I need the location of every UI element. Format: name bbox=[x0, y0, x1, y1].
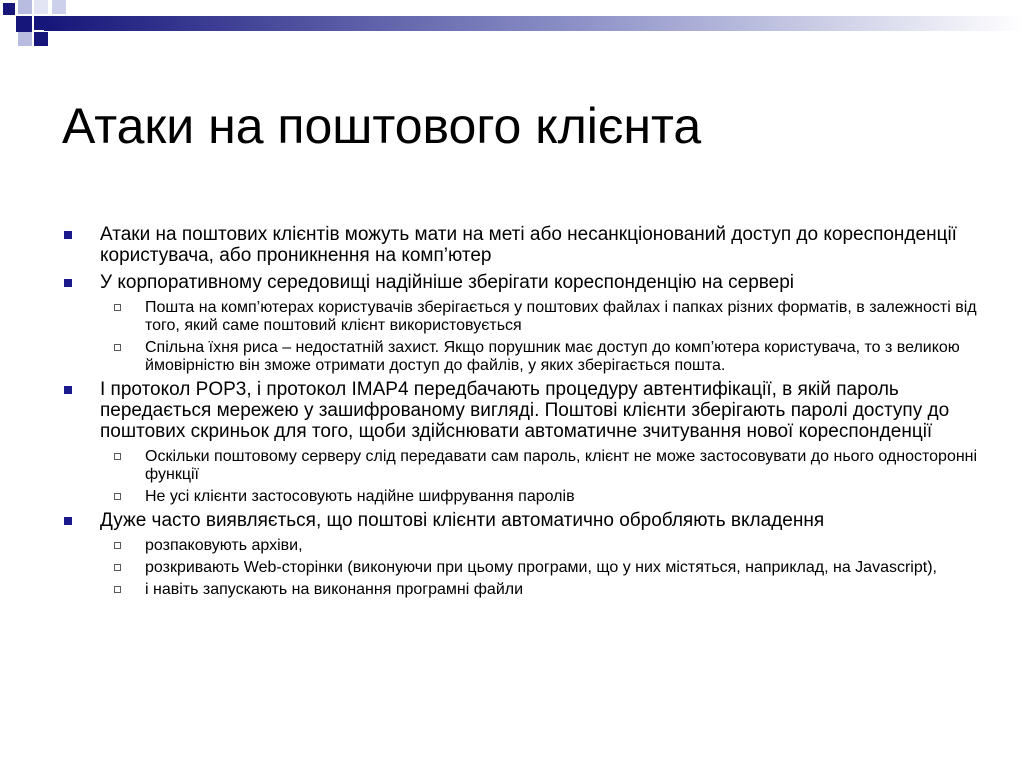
sub-bullet-item bbox=[62, 537, 982, 555]
hollow-square-bullet-icon bbox=[114, 304, 121, 311]
hollow-square-bullet-icon bbox=[114, 586, 121, 593]
sub-bullet-item bbox=[62, 299, 982, 335]
bullet-text: Атаки на поштових клієнтів можуть мати на меті або несанкціонований доступ до кореспонденції користувача, або проникнення на комп’ютер bbox=[100, 224, 957, 266]
bullet-text: У корпоративному середовищі надійніше зберігати кореспонденцію на сервері bbox=[100, 272, 795, 293]
square-bullet-icon bbox=[64, 386, 72, 394]
bullet-item bbox=[62, 272, 982, 293]
square-bullet-icon bbox=[64, 231, 72, 239]
hollow-square-bullet-icon bbox=[114, 453, 121, 460]
bullet-item bbox=[62, 224, 982, 266]
sub-bullet-text: розпаковують архіви, bbox=[145, 537, 303, 554]
bullet-item bbox=[62, 510, 982, 531]
sub-bullet-item bbox=[62, 448, 982, 484]
square-bullet-icon bbox=[64, 279, 72, 287]
slide-title: Атаки на поштового клієнта bbox=[62, 98, 702, 154]
bullet-text: Дуже часто виявляється, що поштові клієнти автоматично обробляють вкладення bbox=[100, 510, 825, 531]
sub-bullet-item bbox=[62, 581, 982, 599]
sub-bullet-text: і навіть запускають на виконання програмні файли bbox=[145, 581, 524, 598]
sub-bullet-text: Не усі клієнти застосовують надійне шифрування паролів bbox=[145, 488, 575, 505]
sub-bullet-text: Пошта на комп’ютерах користувачів зберігається у поштових файлах і папках різних форматів, в залежності від того, який саме поштовий клієнт використовується bbox=[145, 299, 977, 334]
bullet-text: І протокол POP3, і протокол IMAP4 передбачають процедуру автентифікації, в якій пароль передається мережею у зашифрованому вигляді. Поштові клієнти зберігають паролі доступу до поштових скриньок для того, щоби здійснювати автоматичне зчитування нової кореспонденції bbox=[100, 379, 950, 442]
bullet-item bbox=[62, 379, 982, 442]
hollow-square-bullet-icon bbox=[114, 344, 121, 351]
sub-bullet-item bbox=[62, 559, 982, 577]
slide-content bbox=[62, 224, 982, 603]
square-bullet-icon bbox=[64, 517, 72, 525]
decorative-header-bar bbox=[0, 0, 1024, 50]
sub-bullet-item bbox=[62, 339, 982, 375]
sub-bullet-item bbox=[62, 488, 982, 506]
sub-bullet-list bbox=[62, 537, 982, 599]
hollow-square-bullet-icon bbox=[114, 493, 121, 500]
sub-bullet-text: розкривають Web-сторінки (виконуючи при цьому програми, що у них містяться, наприклад, на Javascript), bbox=[145, 559, 937, 576]
sub-bullet-text: Оскільки поштовому серверу слід передавати сам пароль, клієнт не може застосовувати до нього односторонні функції bbox=[145, 448, 978, 483]
hollow-square-bullet-icon bbox=[114, 564, 121, 571]
hollow-square-bullet-icon bbox=[114, 542, 121, 549]
sub-bullet-list bbox=[62, 448, 982, 506]
sub-bullet-text: Спільна їхня риса – недостатній захист. Якщо порушник має доступ до комп’ютера користувача, то з великою ймовірністю він зможе отримати доступ до файлів, у яких зберігається пошта. bbox=[145, 339, 960, 374]
sub-bullet-list bbox=[62, 299, 982, 375]
